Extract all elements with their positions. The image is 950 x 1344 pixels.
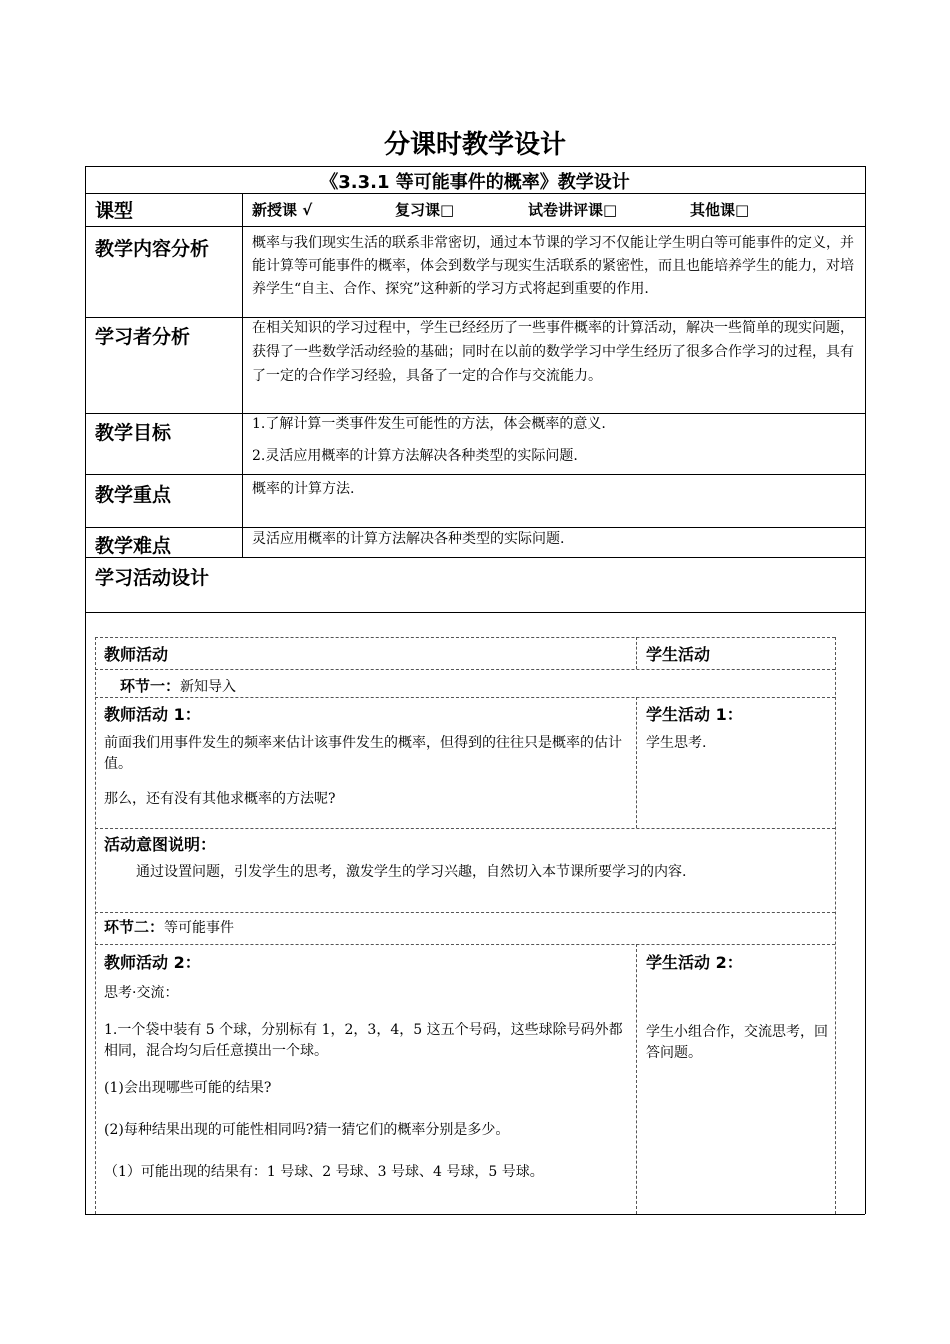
content-analysis-label: 教学内容分析 (95, 238, 210, 260)
section-1-heading (120, 675, 236, 698)
teacher-activity-2-label: 教师活动 2： (104, 953, 201, 972)
section-1-label: 环节一： (120, 677, 181, 695)
student-activity-header: 学生活动 (646, 645, 711, 664)
activity-design-label: 学习活动设计 (95, 567, 210, 589)
teacher-activity-1-para-1: 前面我们用事件发生的频率来估计该事件发生的概率，但得到的往往只是概率的估计值。 (104, 735, 622, 772)
objective-2: 2.灵活应用概率的计算方法解决各种类型的实际问题. (252, 448, 578, 464)
course-type-exam-review: 试卷讲评课□ (528, 201, 618, 219)
course-type-new: 新授课 √ (252, 201, 313, 219)
section-2-name: 等可能事件 (164, 920, 235, 936)
difficulty-text: 灵活应用概率的计算方法解决各种类型的实际问题. (252, 531, 565, 547)
section-2-heading (104, 916, 234, 939)
teacher-activity-2-para-3: (1)会出现哪些可能的结果? (104, 1080, 272, 1096)
page-title: 分课时教学设计 (383, 130, 566, 160)
key-point-label: 教学重点 (95, 484, 172, 506)
section-2-label: 环节二： (104, 918, 165, 936)
teacher-activity-2-para-5: （1）可能出现的结果有：1 号球、2 号球、3 号球、4 号球，5 号球。 (104, 1164, 544, 1180)
student-activity-1-label: 学生活动 1： (646, 705, 743, 724)
teacher-activity-2-para-1: 思考·交流： (104, 985, 179, 1001)
objective-1: 1.了解计算一类事件发生可能性的方法，体会概率的意义. (252, 416, 606, 432)
teacher-activity-1-label: 教师活动 1： (104, 705, 201, 724)
course-type-review: 复习课□ (395, 201, 455, 219)
learner-analysis-text: 在相关知识的学习过程中，学生已经经历了一些事件概率的计算活动，解决一些简单的现实问题，获得了一些数学活动经验的基础；同时在以前的数学学习中学生经历了很多合作学习的过程，具有了一定的合作学习经验，具备了一定的合作与交流能力。 (252, 320, 854, 384)
key-point-text: 概率的计算方法. (252, 481, 355, 497)
intent-label: 活动意图说明： (104, 835, 217, 854)
section-1-name: 新知导入 (180, 679, 237, 695)
lesson-title: 《3.3.1 等可能事件的概率》教学设计 (320, 172, 630, 193)
teacher-activity-1-para-2: 那么，还有没有其他求概率的方法呢? (104, 791, 336, 807)
difficulty-label: 教学难点 (95, 535, 172, 557)
learner-analysis-label: 学习者分析 (95, 326, 191, 348)
teacher-activity-header: 教师活动 (104, 645, 169, 664)
student-activity-1-text: 学生思考. (646, 735, 707, 751)
teacher-activity-2-para-2: 1.一个袋中装有 5 个球，分别标有 1，2，3，4，5 这五个号码，这些球除号码外都相同，混合均匀后任意摸出一个球。 (104, 1022, 623, 1059)
intent-text: 通过设置问题，引发学生的思考，激发学生的学习兴趣，自然切入本节课所要学习的内容. (136, 864, 687, 880)
student-activity-2-label: 学生活动 2： (646, 953, 743, 972)
student-activity-2-text: 学生小组合作，交流思考，回答问题。 (646, 1024, 828, 1061)
objectives-label: 教学目标 (95, 422, 172, 444)
content-analysis-text: 概率与我们现实生活的联系非常密切，通过本节课的学习不仅能让学生明白等可能事件的定义，并能计算等可能事件的概率，体会到数学与现实生活联系的紧密性，而且也能培养学生的能力，对培养学生“自主、合作、探究”这种新的学习方式将起到重要的作用. (252, 235, 854, 297)
course-type-other: 其他课□ (690, 201, 750, 219)
course-type-label: 课型 (95, 200, 134, 222)
teacher-activity-2-para-4: (2)每种结果出现的可能性相同吗?猜一猜它们的概率分别是多少。 (104, 1122, 510, 1138)
